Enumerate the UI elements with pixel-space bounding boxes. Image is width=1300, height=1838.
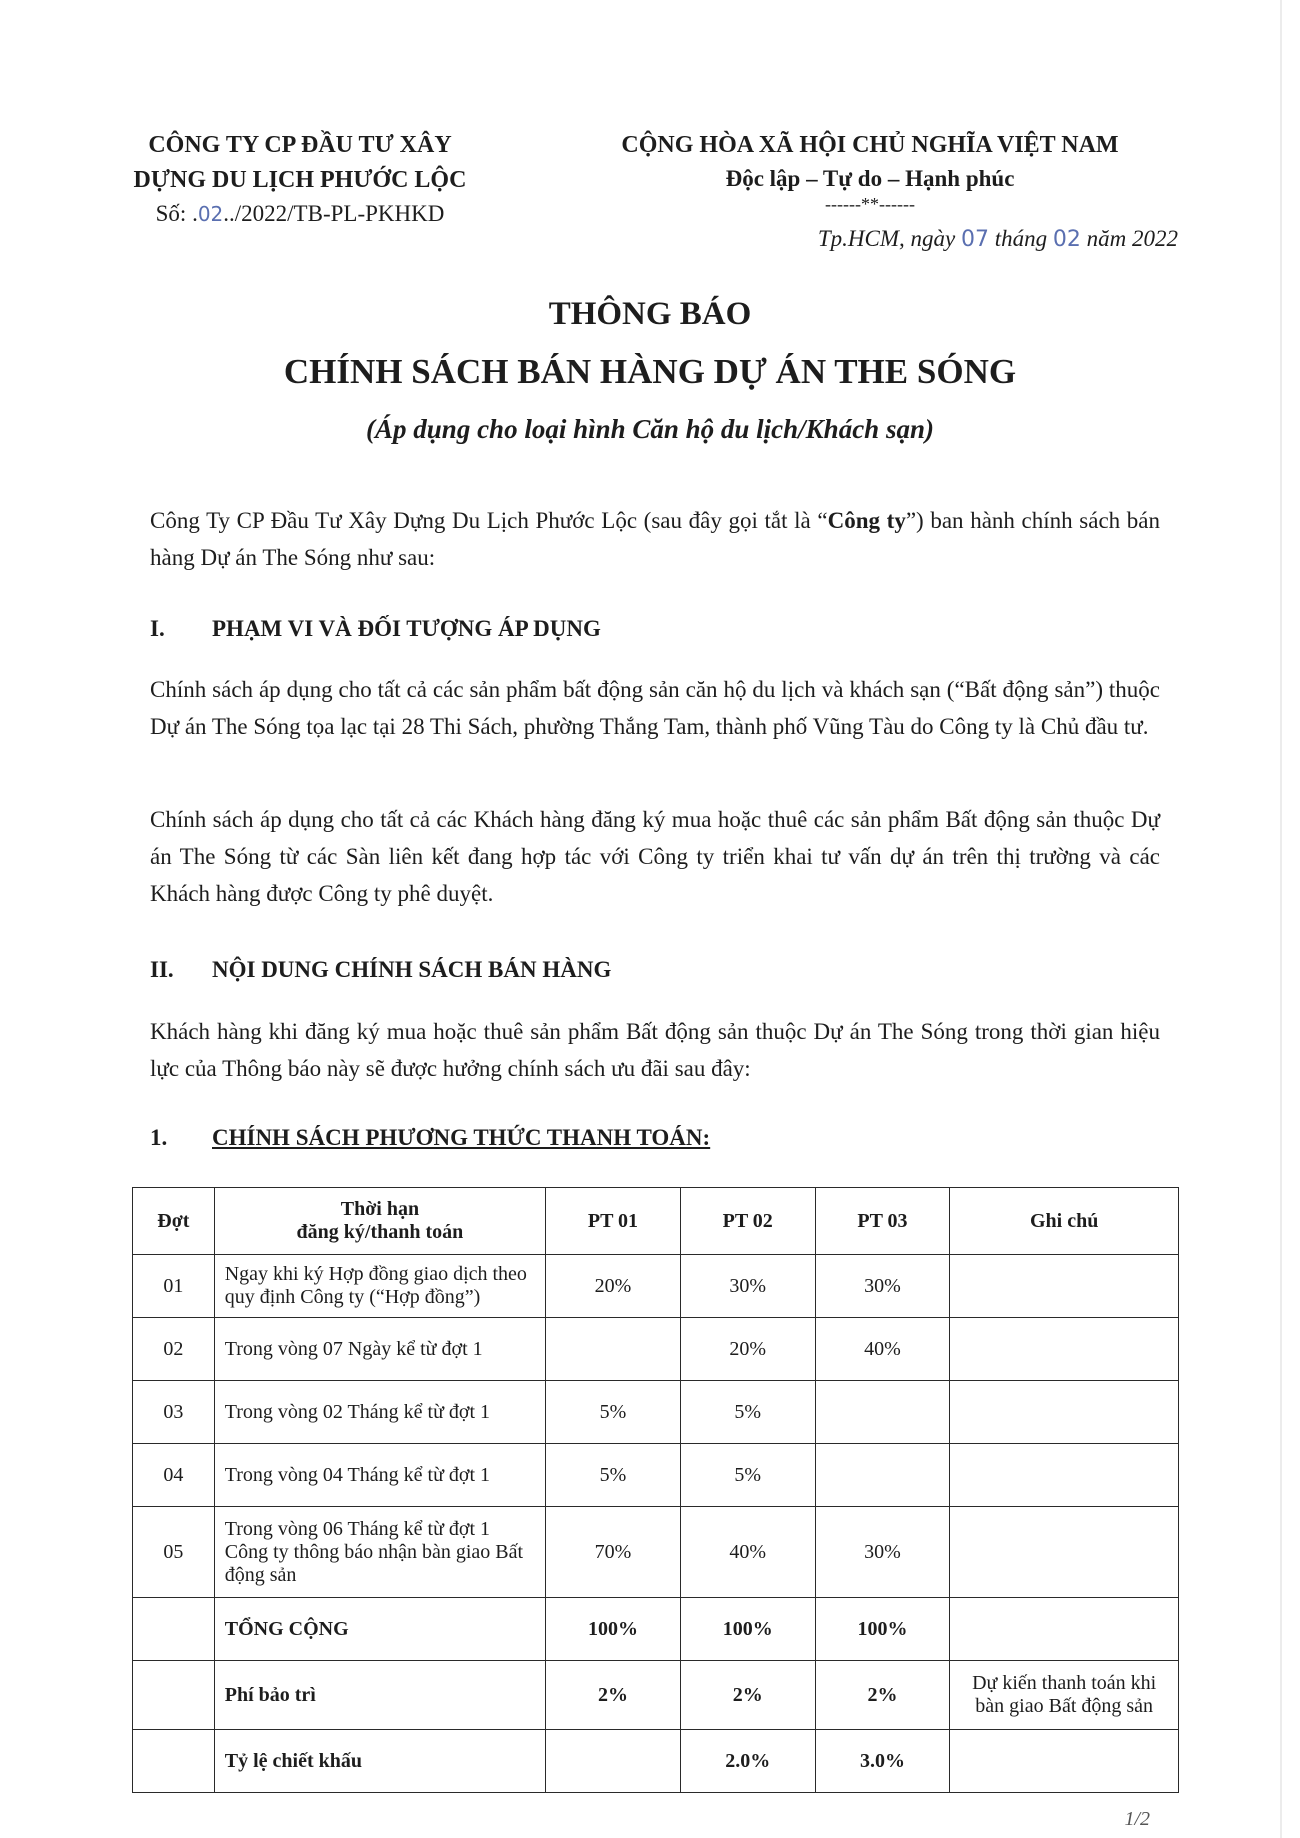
cell-pt02: 100% [680, 1598, 815, 1661]
cell-pt01: 2% [546, 1661, 681, 1730]
subsection-1-heading [150, 1125, 710, 1151]
header-pt03: PT 03 [815, 1188, 950, 1255]
date-month-label: tháng [988, 226, 1053, 251]
subsection-1-number: 1. [150, 1125, 168, 1150]
cell-pt02: 5% [680, 1381, 815, 1444]
cell-term: TỔNG CỘNG [214, 1598, 545, 1661]
section-1-paragraph-1: Chính sách áp dụng cho tất cả các sản phẩm bất động sản căn hộ du lịch và khách sạn (“Bất động sản”) thuộc Dự án The Sóng tọa lạc tại 28 Thi Sách, phường Thắng Tam, thành phố Vũng Tàu do Công ty là Chủ đầu tư. [150, 677, 1160, 739]
header-pt01: PT 01 [546, 1188, 681, 1255]
cell-pt03: 30% [815, 1255, 950, 1318]
cell-pt01: 5% [546, 1444, 681, 1507]
table-row [133, 1255, 1179, 1318]
cell-pt02: 20% [680, 1318, 815, 1381]
cell-term: Phí bảo trì [214, 1661, 545, 1730]
cell-note [950, 1507, 1179, 1598]
section-2-number: II. [150, 957, 174, 982]
cell-pt01: 20% [546, 1255, 681, 1318]
section-1-title: PHẠM VI VÀ ĐỐI TƯỢNG ÁP DỤNG [212, 616, 601, 641]
table-discount-row [133, 1730, 1179, 1793]
cell-dot [133, 1661, 215, 1730]
cell-dot: 04 [133, 1444, 215, 1507]
cell-pt02: 40% [680, 1507, 815, 1598]
document-subject: CHÍNH SÁCH BÁN HÀNG DỰ ÁN THE SÓNG [283, 352, 1017, 391]
doc-no-prefix: Số: . [155, 201, 198, 226]
intro-text-after: ”) ban hành chính sách bán hàng Dự án The Sóng như sau: [150, 508, 1161, 570]
date-month: 02 [1052, 227, 1081, 252]
cell-note [950, 1598, 1179, 1661]
cell-dot: 02 [133, 1318, 215, 1381]
scan-edge [1280, 0, 1282, 1838]
date-prefix: Tp.HCM, ngày [817, 226, 961, 251]
date-year: năm 2022 [1080, 226, 1178, 251]
section-1-paragraph-2: Chính sách áp dụng cho tất cả các Khách hàng đăng ký mua hoặc thuê các sản phẩm Bất động sản thuộc Dự án The Sóng từ các Sàn liên kết đang hợp tác với Công ty triển khai tư vấn dự án trên thị trường và các Khách hàng được Công ty phê duyệt. [150, 807, 1160, 906]
cell-note [950, 1730, 1179, 1793]
cell-note [950, 1381, 1179, 1444]
company-header [110, 128, 490, 230]
cell-note [950, 1255, 1179, 1318]
cell-pt01: 5% [546, 1381, 681, 1444]
header-term-line1: Thời hạn [340, 1198, 420, 1220]
table-total-row [133, 1598, 1179, 1661]
page-number: 1/2 [1124, 1808, 1150, 1830]
cell-term [214, 1255, 545, 1318]
cell-pt03: 100% [815, 1598, 950, 1661]
table-row [133, 1507, 1179, 1598]
intro-company-bold: Công ty [827, 508, 906, 533]
cell-term: Trong vòng 04 Tháng kể từ đợt 1 [214, 1444, 545, 1507]
table-maintenance-row [133, 1661, 1179, 1730]
cell-dot [133, 1598, 215, 1661]
cell-pt01 [546, 1318, 681, 1381]
cell-pt01: 100% [546, 1598, 681, 1661]
cell-pt03: 30% [815, 1507, 950, 1598]
section-1-number: I. [150, 616, 165, 641]
cell-dot: 05 [133, 1507, 215, 1598]
table-row [133, 1444, 1179, 1507]
cell-pt03 [815, 1444, 950, 1507]
table-row [133, 1381, 1179, 1444]
header-term [214, 1188, 545, 1255]
doc-no-suffix: ../2022/TB-PL-PKHKD [223, 201, 445, 226]
term-line3: động sản [224, 1563, 297, 1586]
nation-name: CỘNG HÒA XÃ HỘI CHỦ NGHĨA VIỆT NAM [621, 132, 1119, 158]
section-1-heading [150, 616, 601, 642]
national-motto: Độc lập – Tự do – Hạnh phúc [725, 166, 1015, 191]
note-line1: Dự kiến thanh toán khi [972, 1672, 1157, 1694]
header-note: Ghi chú [950, 1188, 1179, 1255]
term-line2: quy định Công ty (“Hợp đồng”) [224, 1286, 481, 1308]
cell-pt01: 70% [546, 1507, 681, 1598]
section-2-title: NỘI DUNG CHÍNH SÁCH BÁN HÀNG [212, 957, 612, 982]
document-scope-note: (Áp dụng cho loại hình Căn hộ du lịch/Khách sạn) [366, 414, 934, 444]
note-line2: bàn giao Bất động sản [975, 1695, 1154, 1717]
cell-note [950, 1444, 1179, 1507]
header-term-line2: đăng ký/thanh toán [296, 1221, 464, 1243]
term-line1: Ngay khi ký Hợp đồng giao dịch theo [224, 1263, 527, 1285]
cell-pt02: 2% [680, 1661, 815, 1730]
company-name-line1: CÔNG TY CP ĐẦU TƯ XÂY [148, 132, 452, 158]
subsection-1-title: CHÍNH SÁCH PHƯƠNG THỨC THANH TOÁN: [212, 1125, 711, 1150]
cell-pt03: 3.0% [815, 1730, 950, 1793]
cell-dot: 01 [133, 1255, 215, 1318]
section-2-paragraph: Khách hàng khi đăng ký mua hoặc thuê sản phẩm Bất động sản thuộc Dự án The Sóng trong thời gian hiệu lực của Thông báo này sẽ được hưởng chính sách ưu đãi sau đây: [150, 1019, 1160, 1081]
date-day: 07 [960, 227, 989, 252]
cell-pt03 [815, 1381, 950, 1444]
section-2-heading [150, 957, 611, 983]
company-name-line2: DỰNG DU LỊCH PHƯỚC LỘC [133, 167, 467, 193]
cell-note [950, 1661, 1179, 1730]
cell-pt03: 2% [815, 1661, 950, 1730]
doc-no-handwritten: 02 [197, 202, 224, 226]
term-line1: Trong vòng 06 Tháng kể từ đợt 1 [224, 1517, 491, 1540]
dateline [818, 226, 1178, 252]
cell-term: Trong vòng 07 Ngày kể từ đợt 1 [214, 1318, 545, 1381]
intro-text-before: Công Ty CP Đầu Tư Xây Dựng Du Lịch Phước Lộc (sau đây gọi tắt là “ [150, 508, 828, 533]
cell-term: Trong vòng 02 Tháng kể từ đợt 1 [214, 1381, 545, 1444]
term-line2: Công ty thông báo nhận bàn giao Bất [224, 1540, 524, 1563]
cell-dot [133, 1730, 215, 1793]
cell-term [214, 1507, 545, 1598]
header-separator: ------**------ [825, 194, 915, 214]
cell-pt03: 40% [815, 1318, 950, 1381]
document-title: THÔNG BÁO [548, 296, 752, 332]
cell-pt02: 2.0% [680, 1730, 815, 1793]
header-pt02: PT 02 [680, 1188, 815, 1255]
cell-pt02: 30% [680, 1255, 815, 1318]
cell-note [950, 1318, 1179, 1381]
header-dot: Đợt [133, 1188, 215, 1255]
national-header [580, 128, 1160, 213]
table-header-row [133, 1188, 1179, 1255]
cell-pt01 [546, 1730, 681, 1793]
table-row [133, 1318, 1179, 1381]
payment-schedule-table [132, 1187, 1179, 1793]
cell-pt02: 5% [680, 1444, 815, 1507]
cell-term: Tỷ lệ chiết khấu [214, 1730, 545, 1793]
cell-dot: 03 [133, 1381, 215, 1444]
document-number [110, 198, 490, 230]
intro-paragraph [150, 502, 1160, 576]
